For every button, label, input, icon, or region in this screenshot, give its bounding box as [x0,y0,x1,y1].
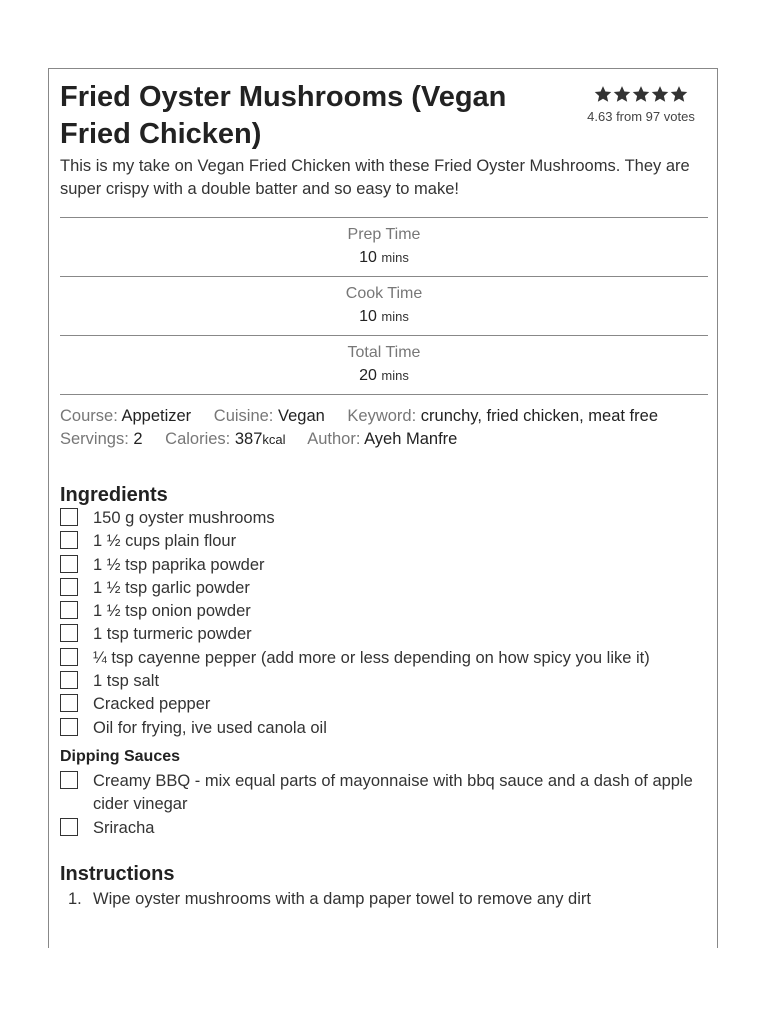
keyword-label: Keyword: [347,407,417,425]
recipe-meta [60,395,708,483]
ingredient-text: 1 ½ tsp onion powder [93,602,251,621]
prep-time [60,218,708,277]
meta-calories [165,430,285,448]
prep-time-label: Prep Time [347,226,421,243]
course-label: Course: [60,407,118,425]
ingredients-section [60,483,708,840]
meta-line-2 [60,428,708,451]
calories-label: Calories: [165,430,231,448]
instruction-step-number: 1. [68,889,82,908]
calories-value: 387 [234,430,263,448]
ingredient-checkbox[interactable] [60,555,78,573]
dipping-sauces-heading: Dipping Sauces [60,747,181,765]
ingredient-text: Oil for frying, ive used canola oil [93,718,327,737]
ingredient-checkbox[interactable] [60,671,78,689]
dipping-sauce-text: Sriracha [93,818,155,837]
rating-stars[interactable] [576,85,706,107]
ingredient-checkbox[interactable] [60,531,78,549]
author-value: Ayeh Manfre [364,430,458,448]
instructions-list [60,888,708,911]
star-icon[interactable] [632,85,650,103]
rating-summary: 4.63 from 97 votes [587,109,695,124]
prep-time-value-wrap [60,245,708,271]
ingredient-text: 150 g oyster mushrooms [93,509,275,527]
instruction-step [60,888,708,911]
meta-line-1 [60,405,708,428]
cuisine-value: Vegan [278,407,325,425]
ingredient-checkbox[interactable] [60,624,78,642]
ingredient-text: 1 ½ tsp garlic powder [93,578,250,597]
course-value: Appetizer [121,407,192,425]
dipping-sauce-item [60,770,708,817]
recipe-summary: This is my take on Vegan Fried Chicken with these Fried Oyster Mushrooms. They are super crispy with a double batter and so easy to make! [60,157,690,198]
total-time-value: 20 [359,367,377,384]
ingredient-checkbox[interactable] [60,601,78,619]
ingredient-item [60,507,708,530]
ingredient-item [60,647,708,670]
instructions-section [60,862,708,911]
instructions-heading: Instructions [60,862,175,885]
meta-keyword [347,407,658,425]
ingredient-item [60,554,708,577]
ingredient-text: 1 tsp salt [93,672,160,691]
cook-time-value-wrap [60,304,708,330]
total-time-unit: mins [381,368,409,383]
star-icon[interactable] [651,85,669,103]
total-time-label: Total Time [347,344,421,361]
recipe-times [60,217,708,395]
recipe-header [60,69,708,155]
recipe-rating[interactable] [576,85,706,124]
ingredient-item [60,530,708,553]
prep-time-value: 10 [359,249,377,266]
instruction-step-text: Wipe oyster mushrooms with a damp paper towel to remove any dirt [93,889,591,908]
ingredient-text: Cracked pepper [93,695,211,714]
ingredient-checkbox[interactable] [60,648,78,666]
author-label: Author: [307,430,361,448]
prep-time-unit: mins [381,250,409,265]
meta-course [60,407,191,425]
recipe-card-inner [60,69,708,911]
total-time-value-wrap [60,363,708,389]
ingredient-checkbox[interactable] [60,694,78,712]
dipping-sauce-item [60,817,708,840]
ingredient-text: 1 ½ tsp paprika powder [93,555,265,574]
ingredients-list [60,507,708,740]
meta-cuisine [214,407,325,425]
dipping-sauce-checkbox[interactable] [60,771,78,789]
ingredient-item [60,577,708,600]
ingredient-item [60,717,708,740]
ingredient-text: ¼ tsp cayenne pepper (add more or less depending on how spicy you like it) [93,648,650,667]
recipe-card [48,68,718,948]
ingredient-checkbox[interactable] [60,508,78,526]
keyword-value: crunchy, fried chicken, meat free [420,407,658,425]
ingredient-checkbox[interactable] [60,718,78,736]
ingredient-text: 1 ½ cups plain flour [93,532,237,551]
ingredients-heading: Ingredients [60,484,168,506]
dipping-sauce-text: Creamy BBQ - mix equal parts of mayonnaise with bbq sauce and a dash of apple cider vinegar [93,771,693,814]
cuisine-label: Cuisine: [213,407,274,425]
ingredient-checkbox[interactable] [60,578,78,596]
meta-author [307,430,457,448]
cook-time-value: 10 [359,308,377,325]
dipping-sauce-checkbox[interactable] [60,818,78,836]
total-time [60,336,708,395]
ingredient-text: 1 tsp turmeric powder [93,625,252,644]
cook-time [60,277,708,336]
servings-value: 2 [133,430,143,448]
cook-time-unit: mins [381,309,409,324]
ingredient-item [60,623,708,646]
meta-servings [60,430,143,448]
ingredient-item [60,670,708,693]
calories-unit: kcal [262,432,286,447]
star-icon[interactable] [670,85,688,103]
cook-time-label: Cook Time [345,285,423,302]
servings-label: Servings: [60,430,129,448]
dipping-sauces-list [60,770,708,840]
ingredient-item [60,600,708,623]
star-icon[interactable] [594,85,612,103]
star-icon[interactable] [613,85,631,103]
recipe-title: Fried Oyster Mushrooms (Vegan Fried Chicken) [60,81,507,150]
ingredient-item [60,693,708,716]
